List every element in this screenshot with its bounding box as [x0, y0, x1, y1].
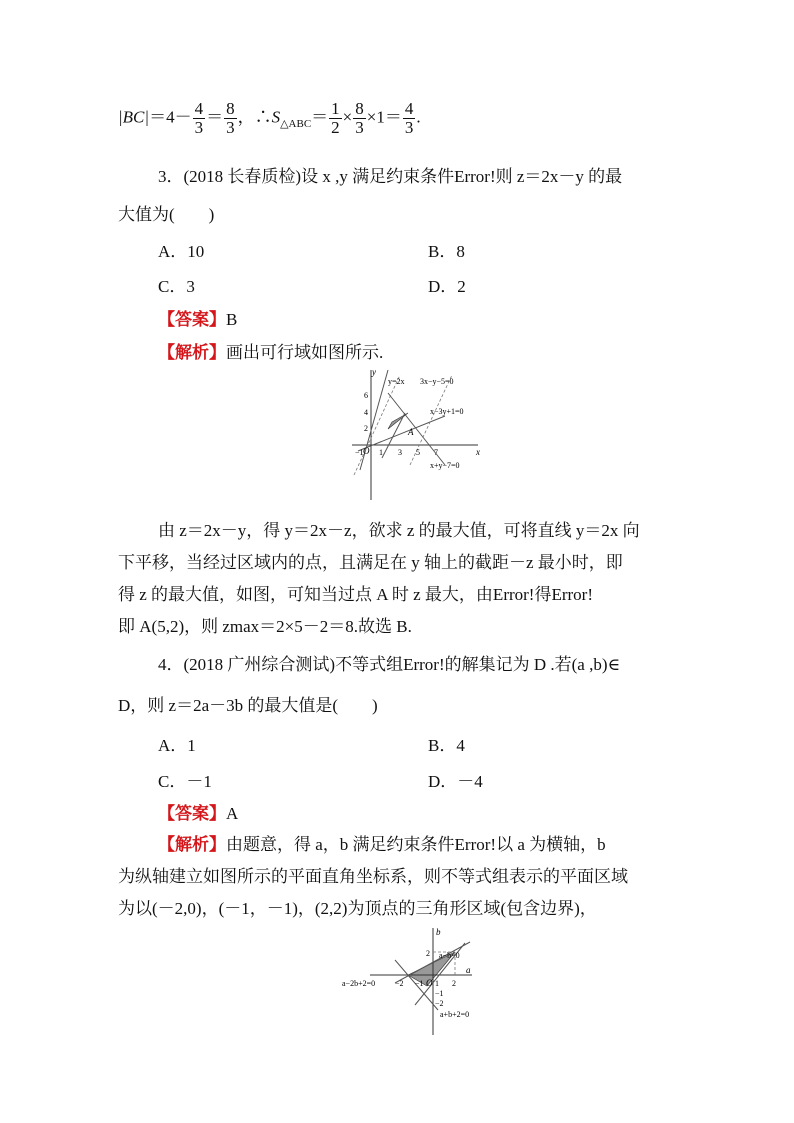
fraction: $\frac{8}{3}$ [355, 99, 364, 137]
svg-text:−1: −1 [415, 979, 424, 988]
option-d: D．2 [428, 277, 466, 296]
svg-text:2: 2 [364, 424, 368, 433]
q3-explanation-1: 由 z＝2x－y，得 y＝2x－z，欲求 z 的最大值，可将直线 y＝2x 向 [158, 521, 640, 540]
svg-text:a+b+2=0: a+b+2=0 [440, 1010, 470, 1019]
fraction: $\frac{4}{3}$ [404, 99, 414, 137]
answer-line: 【答案】B [158, 310, 238, 329]
question-4-line-1: 4．(2018 广州综合测试)不等式组Error!的解集记为 D .若(a ,b)∈ [158, 655, 621, 674]
answer-tag: 【答案】 [158, 804, 226, 823]
svg-text:3x−y−5=0: 3x−y−5=0 [420, 377, 454, 386]
svg-text:x: x [476, 447, 480, 457]
analysis-line: 【解析】画出可行域如图所示. [158, 343, 384, 362]
option-a: A．10 [158, 242, 205, 261]
svg-text:2: 2 [452, 979, 456, 988]
svg-text:x−3y+1=0: x−3y+1=0 [430, 407, 464, 416]
svg-text:−1: −1 [355, 448, 364, 457]
svg-text:1: 1 [379, 448, 383, 457]
svg-text:y: y [372, 367, 376, 377]
svg-text:O: O [363, 446, 370, 456]
solution-line-bc: |BC|＝4－ $\frac{4}{3}$ ＝ $\frac{8}{3}$ ，$\therefore S_{\triangle ABC}=$ $\frac{1}{2}$ × $\frac{8}{3}$ ×1＝ $\frac{4}{3}$ . [118, 99, 421, 137]
q3-explanation-2: 下平移，当经过区域内的点，且满足在 y 轴上的截距－z 最小时，即 [118, 553, 623, 572]
q3-explanation-4: 即 A(5,2)，则 zmax＝2×5－2＝8.故选 B. [118, 617, 412, 636]
option-c: C．3 [158, 277, 195, 296]
answer-line: 【答案】A [158, 804, 239, 823]
q4-explanation-1: 【解析】由题意，得 a，b 满足约束条件Error!以 a 为横轴，b [158, 835, 606, 854]
fraction: $\frac{8}{3}$ [226, 99, 235, 137]
q4-explanation-2: 为纵轴建立如图所示的平面直角坐标系，则不等式组表示的平面区域 [118, 867, 628, 886]
svg-text:x+y−7=0: x+y−7=0 [430, 461, 460, 470]
answer-tag: 【答案】 [158, 310, 226, 329]
svg-text:a−b=0: a−b=0 [439, 951, 460, 960]
option-d: D．－4 [428, 772, 483, 791]
option-b: B．4 [428, 736, 465, 755]
fraction: $\frac{1}{2}$ [331, 99, 340, 137]
svg-text:b: b [436, 927, 441, 937]
svg-text:4: 4 [364, 408, 368, 417]
analysis-tag: 【解析】 [158, 343, 226, 362]
option-a: A．1 [158, 736, 196, 755]
svg-text:1: 1 [435, 979, 439, 988]
svg-text:A: A [408, 427, 414, 437]
svg-text:−1: −1 [435, 989, 444, 998]
fraction: $\frac{4}{3}$ [194, 99, 204, 137]
svg-text:a−2b+2=0: a−2b+2=0 [342, 979, 376, 988]
svg-text:y=2x: y=2x [388, 377, 405, 386]
svg-text:−2: −2 [395, 979, 404, 988]
svg-text:2: 2 [426, 949, 430, 958]
q3-explanation-3: 得 z 的最大值，如图，可知当过点 A 时 z 最大，由Error!得Error! [118, 585, 593, 604]
feasible-region-figure-1 [350, 365, 490, 505]
option-c: C．－1 [158, 772, 212, 791]
feasible-region-figure-2 [340, 925, 500, 1045]
question-3-line-2: 大值为( ) [118, 205, 215, 224]
svg-text:−2: −2 [435, 999, 444, 1008]
q4-explanation-3: 为以(－2,0)，(－1，－1)，(2,2)为顶点的三角形区域(包含边界)， [118, 899, 597, 918]
svg-text:3: 3 [398, 448, 402, 457]
svg-text:5: 5 [416, 448, 420, 457]
question-4-line-2: D，则 z＝2a－3b 的最大值是( ) [118, 696, 378, 715]
svg-text:7: 7 [434, 448, 438, 457]
option-b: B．8 [428, 242, 465, 261]
svg-text:O: O [426, 978, 433, 988]
svg-text:6: 6 [364, 391, 368, 400]
analysis-tag: 【解析】 [158, 835, 226, 854]
svg-text:a: a [466, 965, 471, 975]
question-3-line-1: 3．(2018 长春质检)设 x ,y 满足约束条件Error!则 z＝2x－y 的最 [158, 167, 623, 186]
